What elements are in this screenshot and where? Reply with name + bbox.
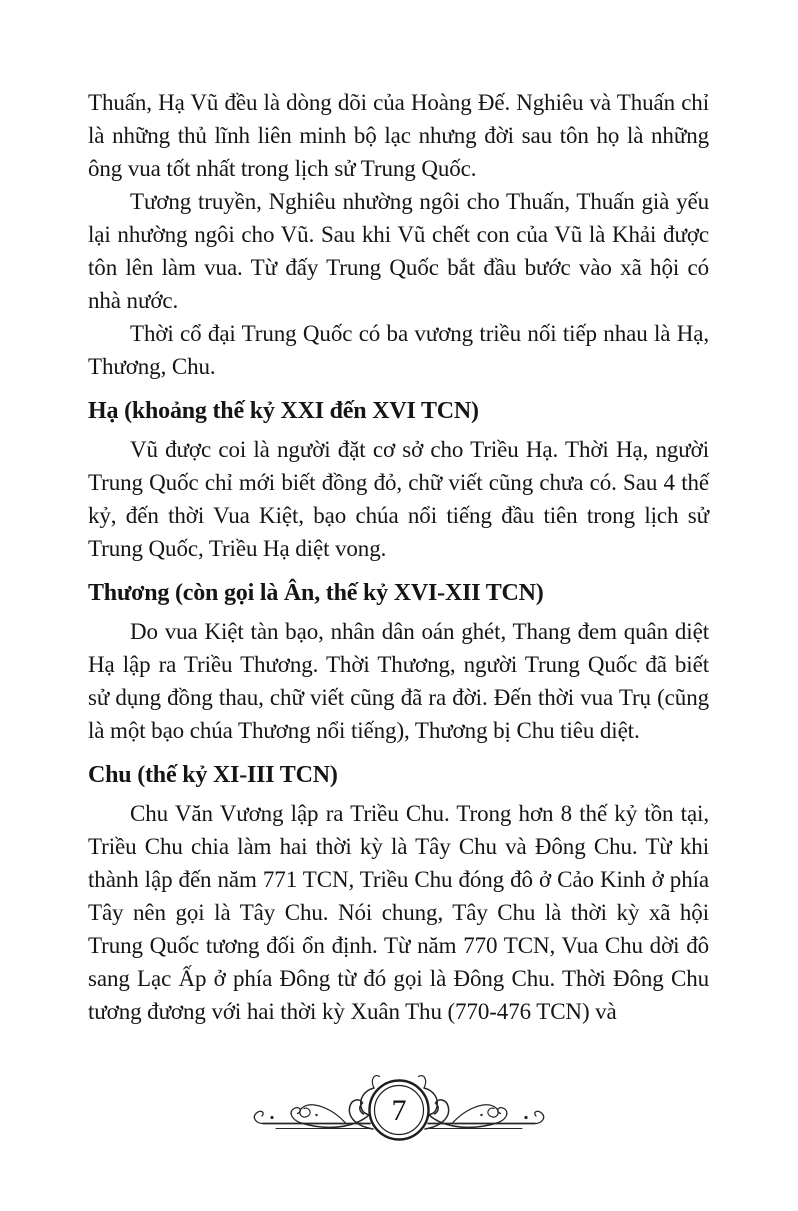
page-number: 7	[391, 1094, 407, 1127]
flourish-divider-icon	[249, 1066, 549, 1160]
section-heading: Hạ (khoảng thế kỷ XXI đến XVI TCN)	[88, 398, 479, 424]
paragraph: Do vua Kiệt tàn bạo, nhân dân oán ghét, Thang đem quân diệt Hạ lập ra Triều Thương. Thời Thương, người Trung Quốc đã biết sử dụng đồng thau, chữ viết cũng đã ra đời. Đến thời vua Trụ (cũng là một bạo chúa Thương nổi tiếng), Thương bị Chu tiêu diệt.	[88, 619, 709, 743]
section-heading: Chu (thế kỷ XI-III TCN)	[88, 762, 338, 788]
paragraph: Chu Văn Vương lập ra Triều Chu. Trong hơn 8 thế kỷ tồn tại, Triều Chu chia làm hai thời kỳ là Tây Chu và Đông Chu. Từ khi thành lập đến năm 771 TCN, Triều Chu đóng đô ở Cảo Kinh ở phía Tây nên gọi là Tây Chu. Nói chung, Tây Chu là thời kỳ xã hội Trung Quốc tương đối ổn định. Từ năm 770 TCN, Vua Chu dời đô sang Lạc Ấp ở phía Đông từ đó gọi là Đông Chu. Thời Đông Chu tương đương với hai thời kỳ Xuân Thu (770-476 TCN) và	[88, 801, 709, 1024]
paragraph: Vũ được coi là người đặt cơ sở cho Triều Hạ. Thời Hạ, người Trung Quốc chỉ mới biết đồng đỏ, chữ viết cũng chưa có. Sau 4 thế kỷ, đến thời Vua Kiệt, bạo chúa nổi tiếng đầu tiên trong lịch sử Trung Quốc, Triều Hạ diệt vong.	[88, 437, 709, 561]
paragraph: Tương truyền, Nghiêu nhường ngôi cho Thuấn, Thuấn già yếu lại nhường ngôi cho Vũ. Sau khi Vũ chết con của Vũ là Khải được tôn lên làm vua. Từ đấy Trung Quốc bắt đầu bước vào xã hội có nhà nước.	[88, 189, 709, 313]
page-footer	[249, 1066, 549, 1160]
section-heading: Thương (còn gọi là Ân, thế kỷ XVI-XII TCN)	[88, 580, 544, 606]
paragraph: Thuấn, Hạ Vũ đều là dòng dõi của Hoàng Đế. Nghiêu và Thuấn chỉ là những thủ lĩnh liên minh bộ lạc nhưng đời sau tôn họ là những ông vua tốt nhất trong lịch sử Trung Quốc.	[88, 90, 709, 181]
paragraph: Thời cổ đại Trung Quốc có ba vương triều nối tiếp nhau là Hạ, Thương, Chu.	[88, 321, 709, 379]
page-body	[88, 86, 709, 1028]
